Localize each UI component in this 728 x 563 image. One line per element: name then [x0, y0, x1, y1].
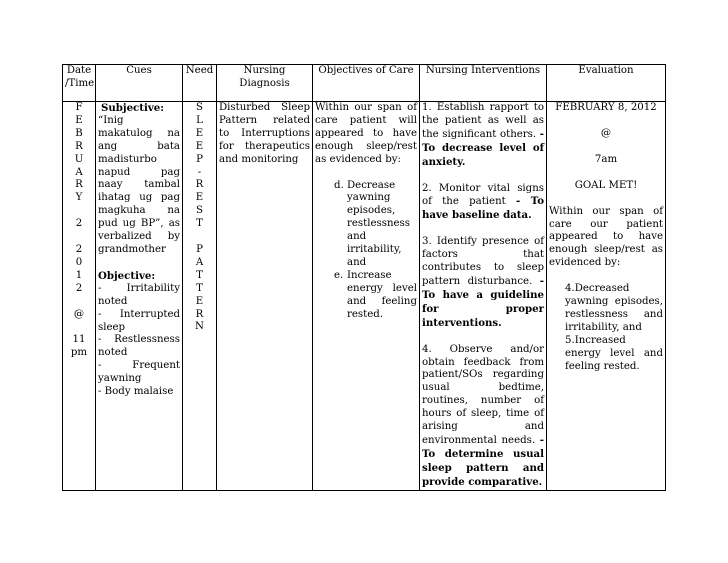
header-date: Date /Time: [63, 65, 96, 102]
date-char: 1: [75, 269, 83, 281]
care-plan-row: [63, 102, 666, 491]
subjective-label: Subjective:: [101, 102, 164, 114]
intervention-item: 4. Observe and/or obtain feedback from patient/SOs regarding usual bedtime, routines, number of hours of sleep, time of arising and environmental needs. - To determine usual sleep pattern and provide comparative.: [422, 343, 544, 488]
need-char: T: [196, 218, 203, 230]
need-char: P: [196, 243, 203, 255]
evaluation-cell: [547, 102, 666, 491]
date-char: F: [75, 102, 83, 113]
need-char: R: [195, 179, 204, 191]
header-need: Need: [183, 65, 217, 102]
date-char: R: [75, 179, 83, 191]
subjective-text: “Inig makatulog na ang bata madisturbo napud pag naay tambal ihatag ug pag magkuha na pud ug BP”, as verbalized by grandmother: [98, 114, 180, 255]
objective-item: - Body malaise: [98, 386, 174, 398]
nursing-care-plan-table: [62, 64, 666, 491]
need-char: T: [196, 282, 203, 294]
date-char: U: [74, 153, 84, 165]
date-char: [65, 296, 93, 309]
interventions-cell: [420, 102, 547, 491]
need-char: N: [195, 321, 204, 333]
intervention-item: 3. Identify presence of factors that contributes to sleep pattern disturbance. - To have a guideline for proper interventions.: [422, 236, 544, 329]
objective-of-care-item: e. Increase energy level and feeling rested.: [334, 269, 417, 320]
need-char: L: [196, 114, 203, 126]
date-char: [65, 205, 93, 218]
header-interventions: Nursing Interventions: [420, 65, 547, 102]
objectives-cell: [313, 102, 420, 491]
need-cell: [183, 102, 217, 491]
objective-item: - Frequent yawning: [98, 360, 180, 385]
date-char: @: [73, 308, 85, 320]
date-char: [65, 231, 93, 244]
header-row: [63, 65, 666, 102]
need-char: [185, 231, 214, 244]
date-char: pm: [70, 347, 88, 359]
objective-label: Objective:: [98, 269, 156, 282]
need-char: S: [196, 102, 203, 113]
need-char: R: [195, 308, 204, 320]
evaluation-time: 7am: [594, 153, 618, 165]
need-char: P: [196, 153, 203, 165]
date-char: R: [75, 140, 83, 152]
date-char: 2: [75, 243, 83, 255]
date-char: 2: [75, 218, 83, 230]
evaluation-at: @: [600, 127, 612, 139]
date-char: A: [75, 166, 83, 178]
intervention-item: 2. Monitor vital signs of the patient - To have baseline data.: [422, 182, 544, 222]
date-cell: [63, 102, 96, 491]
need-char: A: [195, 256, 204, 268]
need-char: -: [197, 166, 202, 178]
date-char: [65, 321, 93, 334]
objective-item: - Irritability noted: [98, 282, 180, 307]
date-char: 0: [75, 256, 83, 268]
need-char: E: [195, 127, 204, 139]
evaluation-date: FEBRUARY 8, 2012: [555, 102, 657, 113]
intervention-item: 1. Establish rapport to the patient as well as the significant others. - To decrease level of anxiety.: [422, 102, 544, 168]
need-char: T: [196, 269, 203, 281]
date-char: Y: [75, 192, 83, 204]
header-evaluation: Evaluation: [547, 65, 666, 102]
evaluation-intro: Within our span of care our patient appeared to have enough sleep/rest as evidenced by:: [549, 205, 663, 269]
need-char: E: [195, 295, 204, 307]
evaluation-status: GOAL MET!: [574, 179, 638, 191]
header-cues: Cues: [96, 65, 183, 102]
objective-of-care-item: d. Decrease yawning episodes, restlessness and irritability, and: [334, 179, 411, 268]
date-char: B: [75, 127, 83, 139]
objective-item: - Restlessness noted: [98, 334, 180, 359]
need-char: E: [195, 192, 204, 204]
objectives-intro: Within our span of care patient will appeared to have enough sleep/rest as evidenced by:: [315, 102, 417, 165]
header-diagnosis: Nursing Diagnosis: [217, 65, 313, 102]
diagnosis-text: Disturbed Sleep Pattern related to Interruptions for therapeutics and monitoring: [219, 102, 310, 165]
need-char: S: [196, 205, 203, 217]
cues-cell: [96, 102, 183, 491]
date-char: 2: [75, 282, 83, 294]
evaluation-item: 5.Increased energy level and feeling rested.: [565, 334, 663, 372]
header-objectives: Objectives of Care: [313, 65, 420, 102]
need-char: E: [195, 140, 204, 152]
date-char: E: [75, 114, 83, 126]
evaluation-item: 4.Decreased yawning episodes, restlessness and irritability, and: [565, 283, 663, 333]
date-char: 11: [72, 334, 86, 346]
diagnosis-cell: [217, 102, 313, 491]
objective-item: - Interrupted sleep: [98, 308, 180, 333]
